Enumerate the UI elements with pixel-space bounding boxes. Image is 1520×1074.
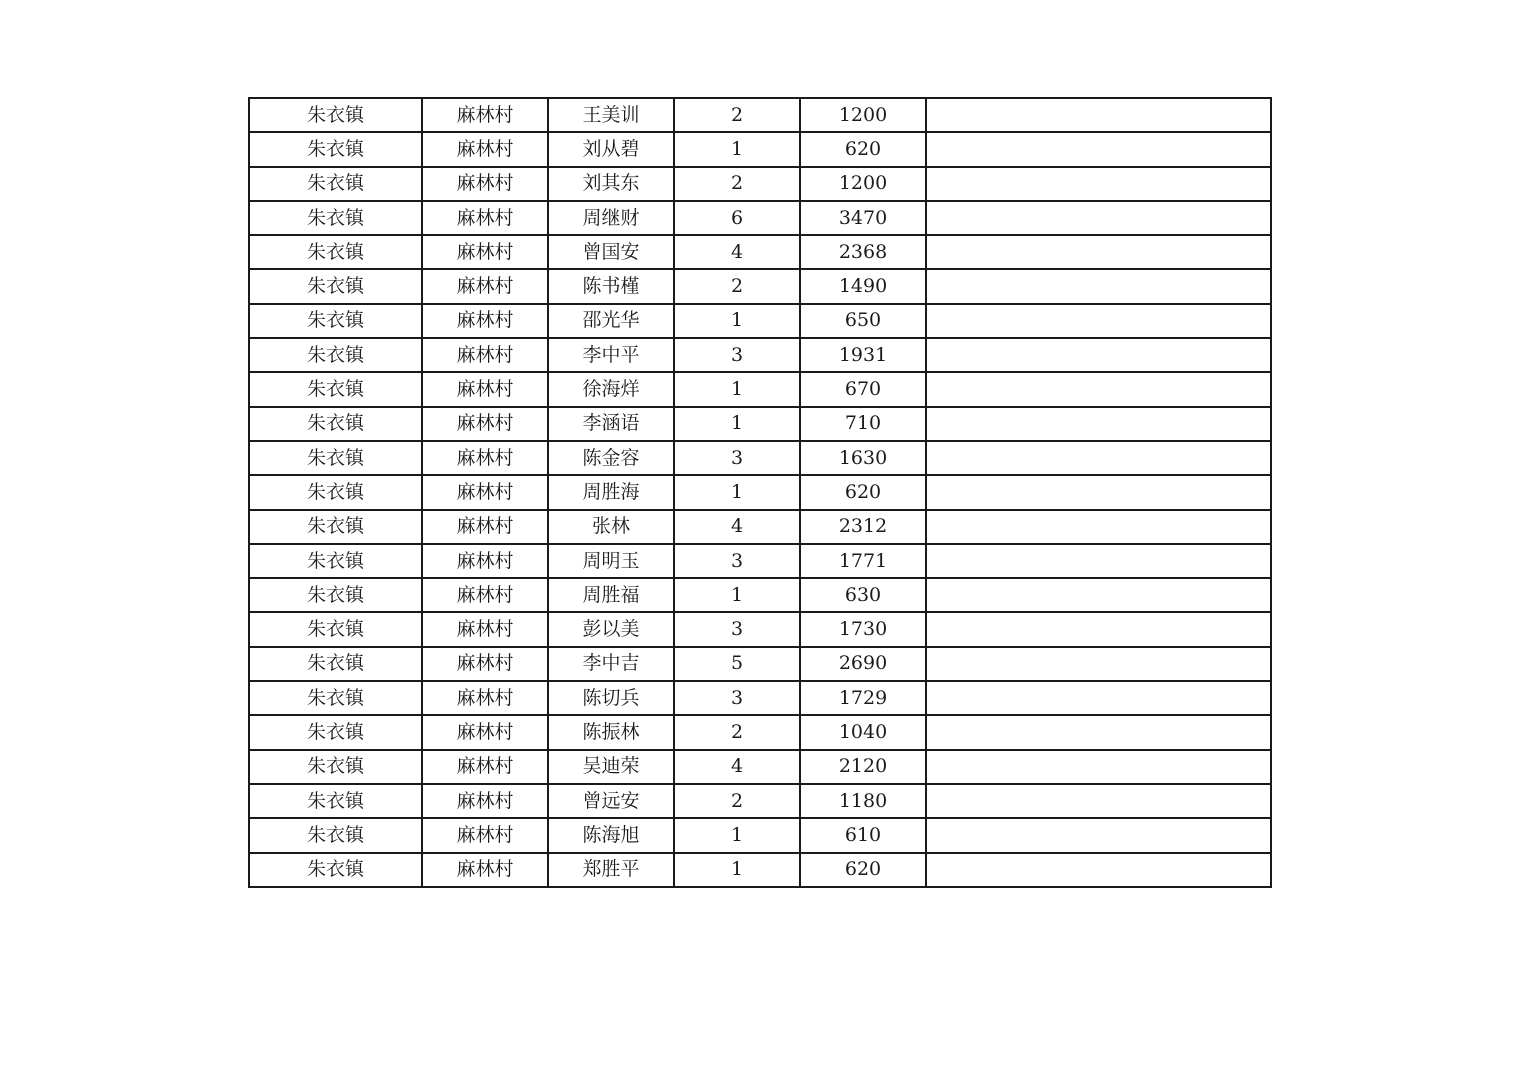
cell-note xyxy=(926,201,1271,235)
cell-note xyxy=(926,544,1271,578)
cell-note xyxy=(926,818,1271,852)
cell-town: 朱衣镇 xyxy=(249,201,422,235)
data-table xyxy=(248,97,1272,888)
cell-name: 周继财 xyxy=(548,201,674,235)
cell-town: 朱衣镇 xyxy=(249,715,422,749)
table-row xyxy=(249,98,1271,132)
cell-name: 刘其东 xyxy=(548,167,674,201)
cell-village: 麻林村 xyxy=(422,269,548,303)
cell-note xyxy=(926,269,1271,303)
cell-count: 2 xyxy=(674,269,800,303)
cell-name: 陈振林 xyxy=(548,715,674,749)
cell-note xyxy=(926,132,1271,166)
cell-amount: 1180 xyxy=(800,784,926,818)
cell-village: 麻林村 xyxy=(422,167,548,201)
cell-amount: 630 xyxy=(800,578,926,612)
cell-note xyxy=(926,475,1271,509)
table-row xyxy=(249,578,1271,612)
cell-amount: 2120 xyxy=(800,750,926,784)
cell-count: 1 xyxy=(674,578,800,612)
cell-count: 1 xyxy=(674,853,800,887)
table-row xyxy=(249,269,1271,303)
cell-count: 2 xyxy=(674,98,800,132)
cell-town: 朱衣镇 xyxy=(249,338,422,372)
cell-village: 麻林村 xyxy=(422,510,548,544)
cell-village: 麻林村 xyxy=(422,612,548,646)
cell-note xyxy=(926,98,1271,132)
cell-name: 张林 xyxy=(548,510,674,544)
cell-village: 麻林村 xyxy=(422,647,548,681)
table-row xyxy=(249,441,1271,475)
table-row xyxy=(249,201,1271,235)
cell-amount: 1630 xyxy=(800,441,926,475)
cell-town: 朱衣镇 xyxy=(249,304,422,338)
cell-amount: 1200 xyxy=(800,167,926,201)
cell-village: 麻林村 xyxy=(422,853,548,887)
cell-amount: 3470 xyxy=(800,201,926,235)
table-row xyxy=(249,715,1271,749)
cell-amount: 1729 xyxy=(800,681,926,715)
table-row xyxy=(249,132,1271,166)
cell-village: 麻林村 xyxy=(422,98,548,132)
table-row xyxy=(249,853,1271,887)
table-row xyxy=(249,167,1271,201)
cell-village: 麻林村 xyxy=(422,544,548,578)
cell-count: 3 xyxy=(674,441,800,475)
table-row xyxy=(249,750,1271,784)
cell-name: 彭以美 xyxy=(548,612,674,646)
cell-count: 3 xyxy=(674,544,800,578)
cell-amount: 1200 xyxy=(800,98,926,132)
cell-name: 周明玉 xyxy=(548,544,674,578)
cell-count: 1 xyxy=(674,818,800,852)
table-row xyxy=(249,475,1271,509)
cell-count: 3 xyxy=(674,681,800,715)
table-row xyxy=(249,612,1271,646)
cell-name: 陈金容 xyxy=(548,441,674,475)
cell-name: 刘从碧 xyxy=(548,132,674,166)
cell-name: 陈切兵 xyxy=(548,681,674,715)
cell-amount: 1490 xyxy=(800,269,926,303)
cell-town: 朱衣镇 xyxy=(249,235,422,269)
cell-town: 朱衣镇 xyxy=(249,167,422,201)
cell-town: 朱衣镇 xyxy=(249,681,422,715)
cell-name: 李涵语 xyxy=(548,407,674,441)
table-row xyxy=(249,304,1271,338)
cell-amount: 710 xyxy=(800,407,926,441)
table-row xyxy=(249,372,1271,406)
cell-village: 麻林村 xyxy=(422,750,548,784)
document-page xyxy=(248,97,1270,888)
cell-note xyxy=(926,750,1271,784)
cell-name: 周胜福 xyxy=(548,578,674,612)
cell-town: 朱衣镇 xyxy=(249,853,422,887)
cell-note xyxy=(926,510,1271,544)
cell-count: 5 xyxy=(674,647,800,681)
cell-name: 王美训 xyxy=(548,98,674,132)
cell-name: 李中吉 xyxy=(548,647,674,681)
table-row xyxy=(249,647,1271,681)
cell-name: 徐海烊 xyxy=(548,372,674,406)
cell-name: 周胜海 xyxy=(548,475,674,509)
cell-amount: 1730 xyxy=(800,612,926,646)
cell-count: 2 xyxy=(674,784,800,818)
cell-amount: 620 xyxy=(800,132,926,166)
cell-count: 4 xyxy=(674,235,800,269)
cell-count: 4 xyxy=(674,510,800,544)
cell-amount: 620 xyxy=(800,475,926,509)
cell-village: 麻林村 xyxy=(422,132,548,166)
cell-count: 1 xyxy=(674,304,800,338)
cell-amount: 620 xyxy=(800,853,926,887)
cell-note xyxy=(926,372,1271,406)
cell-note xyxy=(926,681,1271,715)
cell-amount: 670 xyxy=(800,372,926,406)
cell-amount: 1771 xyxy=(800,544,926,578)
cell-note xyxy=(926,647,1271,681)
cell-village: 麻林村 xyxy=(422,304,548,338)
cell-village: 麻林村 xyxy=(422,441,548,475)
cell-count: 2 xyxy=(674,715,800,749)
cell-village: 麻林村 xyxy=(422,784,548,818)
cell-town: 朱衣镇 xyxy=(249,784,422,818)
table-row xyxy=(249,510,1271,544)
cell-note xyxy=(926,304,1271,338)
cell-town: 朱衣镇 xyxy=(249,544,422,578)
cell-name: 邵光华 xyxy=(548,304,674,338)
table-row xyxy=(249,784,1271,818)
cell-name: 曾远安 xyxy=(548,784,674,818)
cell-note xyxy=(926,441,1271,475)
cell-amount: 650 xyxy=(800,304,926,338)
cell-name: 陈书槿 xyxy=(548,269,674,303)
cell-count: 1 xyxy=(674,372,800,406)
cell-note xyxy=(926,612,1271,646)
cell-town: 朱衣镇 xyxy=(249,647,422,681)
cell-name: 曾国安 xyxy=(548,235,674,269)
cell-village: 麻林村 xyxy=(422,681,548,715)
table-row xyxy=(249,407,1271,441)
cell-village: 麻林村 xyxy=(422,578,548,612)
cell-count: 1 xyxy=(674,407,800,441)
cell-count: 6 xyxy=(674,201,800,235)
cell-note xyxy=(926,578,1271,612)
cell-note xyxy=(926,167,1271,201)
cell-amount: 2312 xyxy=(800,510,926,544)
cell-village: 麻林村 xyxy=(422,201,548,235)
cell-town: 朱衣镇 xyxy=(249,132,422,166)
cell-village: 麻林村 xyxy=(422,407,548,441)
cell-count: 1 xyxy=(674,132,800,166)
cell-amount: 2368 xyxy=(800,235,926,269)
cell-amount: 1040 xyxy=(800,715,926,749)
table-body xyxy=(249,98,1271,887)
cell-name: 吴迪荣 xyxy=(548,750,674,784)
cell-town: 朱衣镇 xyxy=(249,750,422,784)
cell-town: 朱衣镇 xyxy=(249,612,422,646)
cell-town: 朱衣镇 xyxy=(249,578,422,612)
cell-note xyxy=(926,407,1271,441)
cell-amount: 610 xyxy=(800,818,926,852)
table-row xyxy=(249,235,1271,269)
cell-amount: 2690 xyxy=(800,647,926,681)
table-row xyxy=(249,544,1271,578)
cell-village: 麻林村 xyxy=(422,818,548,852)
cell-town: 朱衣镇 xyxy=(249,818,422,852)
cell-note xyxy=(926,784,1271,818)
cell-count: 3 xyxy=(674,612,800,646)
cell-village: 麻林村 xyxy=(422,372,548,406)
cell-name: 陈海旭 xyxy=(548,818,674,852)
table-row xyxy=(249,818,1271,852)
cell-town: 朱衣镇 xyxy=(249,475,422,509)
cell-town: 朱衣镇 xyxy=(249,98,422,132)
cell-count: 4 xyxy=(674,750,800,784)
cell-count: 2 xyxy=(674,167,800,201)
cell-village: 麻林村 xyxy=(422,715,548,749)
cell-count: 1 xyxy=(674,475,800,509)
cell-town: 朱衣镇 xyxy=(249,407,422,441)
cell-town: 朱衣镇 xyxy=(249,510,422,544)
cell-amount: 1931 xyxy=(800,338,926,372)
cell-name: 李中平 xyxy=(548,338,674,372)
cell-village: 麻林村 xyxy=(422,235,548,269)
cell-village: 麻林村 xyxy=(422,338,548,372)
cell-town: 朱衣镇 xyxy=(249,441,422,475)
table-row xyxy=(249,681,1271,715)
cell-note xyxy=(926,338,1271,372)
cell-name: 郑胜平 xyxy=(548,853,674,887)
cell-note xyxy=(926,853,1271,887)
table-row xyxy=(249,338,1271,372)
cell-village: 麻林村 xyxy=(422,475,548,509)
cell-town: 朱衣镇 xyxy=(249,269,422,303)
cell-town: 朱衣镇 xyxy=(249,372,422,406)
cell-count: 3 xyxy=(674,338,800,372)
cell-note xyxy=(926,235,1271,269)
cell-note xyxy=(926,715,1271,749)
